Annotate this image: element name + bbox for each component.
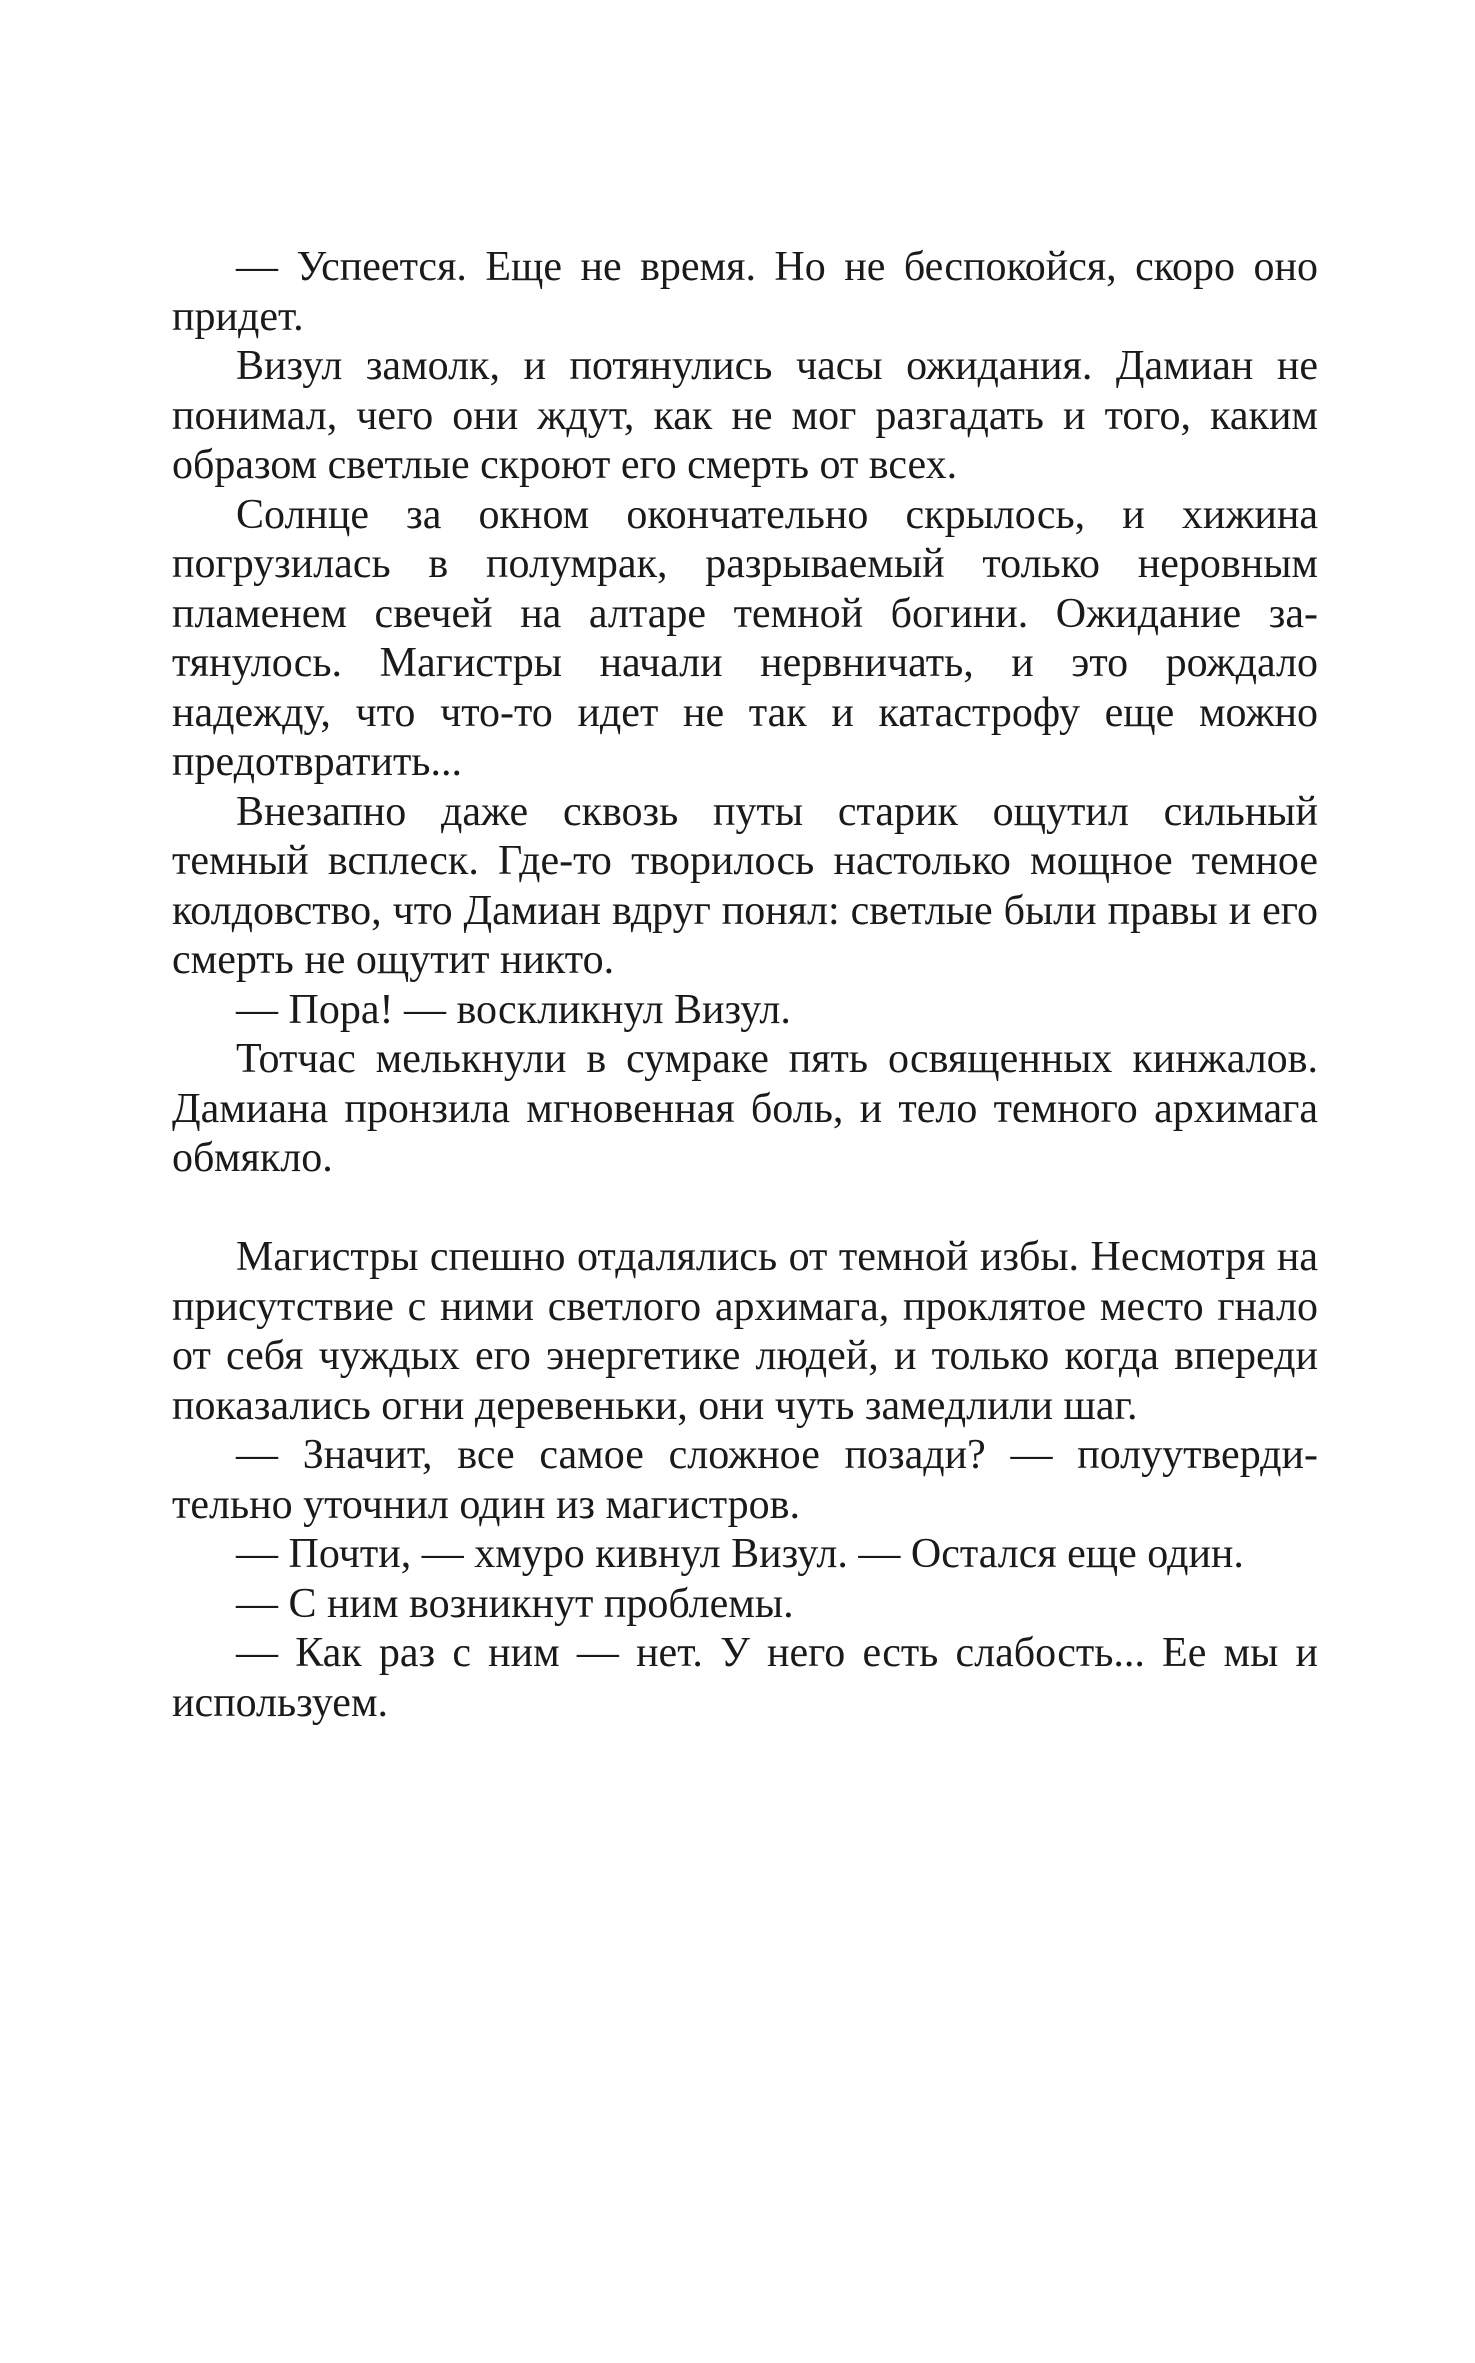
paragraph-5: — Пора! — воскликнул Визул. (236, 986, 791, 1033)
section-break (172, 1184, 1318, 1234)
page-text (172, 243, 1318, 1728)
paragraph-2: Визул замолк, и потянулись часы ожидания. Дамиан не понимал, чего они ждут, как не мог разгадать и того, каким образом светлые скроют его смерть от всех. (172, 343, 1318, 488)
paragraph-7: Магистры спешно отдалялись от темной избы. Несмотря на присутствие с ними светлого архимага, проклятое место гнало от себя чуждых его энергетике людей, и только когда впереди показались огни деревеньки, они чуть замедлили шаг. (172, 1234, 1318, 1429)
paragraph-11: — Как раз с ним — нет. У него есть слабость... Ее мы и используем. (172, 1630, 1318, 1726)
paragraph-9: — Почти, — хмуро кивнул Визул. — Остался еще один. (236, 1531, 1244, 1577)
paragraph-6: Тотчас мелькнули в сумраке пять освященных кинжалов. Дамиана пронзила мгновенная боль, и тело темного архимага обмякло. (172, 1036, 1318, 1181)
paragraph-4: Внезапно даже сквозь путы старик ощутил сильный темный всплеск. Где-то творилось настолько мощное темное колдовство, что Дамиан вдруг понял: светлые были правы и его смерть не ощутит никто. (172, 788, 1318, 983)
paragraph-10: — С ним возникнут проблемы. (236, 1580, 794, 1627)
paragraph-3: Солнце за окном окончательно скрылось, и хижина погрузилась в полумрак, разрываемый только неровным пламенем свечей на алтаре темной богини. Ожидание затянулось. Магистры начали нервничать, и это рождало надежду, что что-то идет не так и катастрофу еще можно предотвратить... (172, 491, 1318, 785)
paragraph-1: — Успеется. Еще не время. Но не беспокойся, скоро оно придет. (172, 244, 1318, 340)
paragraph-8: — Значит, все самое сложное позади? — полуутвердительно уточнил один из магистров. (172, 1432, 1318, 1528)
